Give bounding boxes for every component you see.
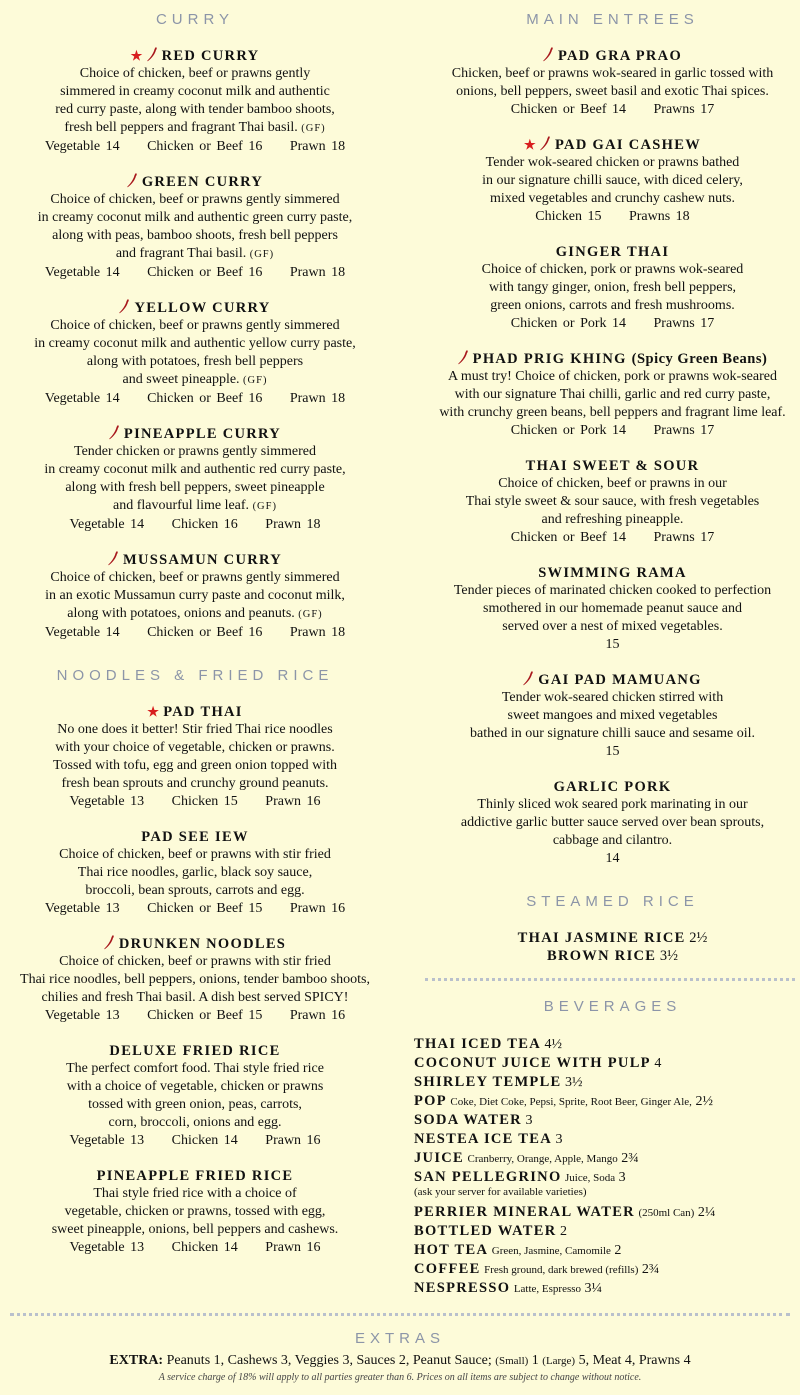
- beverage-note: Coke, Diet Coke, Pepsi, Sprite, Root Beer, Ginger Ale,: [450, 1096, 692, 1108]
- beverage-name: POP: [414, 1093, 447, 1109]
- item-description: [420, 261, 800, 315]
- item-description: [420, 475, 800, 529]
- beverages-list: [414, 1035, 794, 1298]
- menu-item: [0, 1167, 390, 1257]
- section-title-steamed-rice: STEAMED RICE: [526, 893, 699, 910]
- item-name-row: [420, 671, 800, 689]
- beverage-name: JUICE: [414, 1150, 465, 1166]
- item-name: PAD SEE IEW: [141, 829, 249, 845]
- item-prices: Vegetable 14 Chicken or Beef 16 Prawn 18: [44, 265, 346, 280]
- item-prices: Vegetable 14 Chicken or Beef 16 Prawn 18: [44, 139, 346, 154]
- beverage-note: Cranberry, Orange, Apple, Mango: [467, 1153, 618, 1165]
- entrees-list: [420, 47, 800, 868]
- item-prices: Vegetable 13 Chicken or Beef 15 Prawn 16: [44, 901, 346, 916]
- beverage-price: 2¼: [697, 1205, 716, 1220]
- item-name: PAD GRA PRAO: [557, 48, 683, 64]
- item-description: [0, 1060, 390, 1132]
- section-title-extras: EXTRAS: [354, 1330, 445, 1347]
- beverage-name: HOT TEA: [414, 1242, 489, 1258]
- section-title-entrees: MAIN ENTREES: [526, 11, 699, 28]
- item-name: PHAD PRIG KHING: [472, 351, 627, 367]
- item-description: [0, 953, 390, 1007]
- item-description-text: Choice of chicken, beef or prawns gently simmered in an exotic Mussamun curry paste and coconut milk, along with potatoes, onions and peanuts.: [45, 570, 345, 621]
- item-prices: Vegetable 14 Chicken 16 Prawn 18: [69, 517, 321, 532]
- item-description-text: The perfect comfort food. Thai style fried rice with a choice of vegetable, chicken or prawns tossed with green onion, peas, carrots, corn, broccoli, onions and egg.: [66, 1061, 324, 1130]
- item-prices: Chicken 15 Prawns 18: [535, 209, 690, 224]
- item-name: MUSSAMUN CURRY: [122, 552, 283, 568]
- chili-pepper-icon: [458, 350, 469, 365]
- item-prices: 14: [605, 851, 620, 866]
- beverage-item: [414, 1130, 794, 1149]
- item-description: [420, 689, 800, 743]
- beverage-price: 4½: [544, 1037, 563, 1052]
- item-description: [420, 65, 800, 101]
- right-column: [420, 0, 800, 965]
- item-description-text: Tender chicken or prawns gently simmered in creamy coconut milk and authentic red curry paste, along with fresh bell peppers, sweet pineapple and flavourful lime leaf.: [44, 444, 346, 513]
- item-prices: Vegetable 14 Chicken or Beef 16 Prawn 18: [44, 625, 346, 640]
- gluten-free-badge: (GF): [298, 609, 323, 620]
- curry-list: [0, 47, 390, 642]
- menu-item: [0, 551, 390, 642]
- item-description: [0, 317, 390, 390]
- item-prices: Chicken or Beef 14 Prawns 17: [510, 530, 715, 545]
- beverage-item: [414, 1203, 794, 1222]
- left-column: [0, 0, 390, 1274]
- item-description-text: Thai style fried rice with a choice of vegetable, chicken or prawns, tossed with egg, sweet pineapple, onions, bell peppers and cashews.: [51, 1186, 339, 1237]
- item-name: GARLIC PORK: [553, 779, 672, 795]
- extras-text-b: 1: [531, 1353, 539, 1368]
- rice-name: BROWN RICE: [546, 948, 657, 964]
- star-icon: ★: [147, 704, 161, 719]
- service-charge-footnote: A service charge of 18% will apply to all parties greater than 6. Prices on all items are subject to change without notice.: [158, 1372, 642, 1383]
- item-name: THAI SWEET & SOUR: [525, 458, 700, 474]
- item-prices: Vegetable 13 Chicken 14 Prawn 16: [69, 1240, 321, 1255]
- beverage-name: NESTEA ICE TEA: [414, 1131, 553, 1147]
- item-description-text: Choice of chicken, pork or prawns wok-seared with tangy ginger, onion, fresh bell peppers, green onions, carrots and fresh mushrooms.: [481, 262, 744, 313]
- chili-pepper-icon: [540, 136, 551, 151]
- item-name-row: [0, 1167, 390, 1185]
- extras-label: EXTRA:: [109, 1353, 164, 1368]
- star-icon: ★: [130, 48, 144, 63]
- beverage-subnote: (ask your server for available varieties): [414, 1186, 587, 1198]
- item-name-row: [420, 457, 800, 475]
- item-description: [420, 154, 800, 208]
- beverage-price: 2: [559, 1224, 567, 1239]
- menu-item: [420, 778, 800, 868]
- section-title-noodles: NOODLES & FRIED RICE: [56, 667, 334, 684]
- item-description-text: Tender pieces of marinated chicken cooked to perfection smothered in our homemade peanut sauce and served over a nest of mixed vegetables.: [453, 583, 772, 634]
- gluten-free-badge: (GF): [252, 501, 277, 512]
- item-name: GAI PAD MAMUANG: [538, 672, 702, 688]
- menu-item: [0, 173, 390, 282]
- item-name: DRUNKEN NOODLES: [118, 936, 287, 952]
- item-description-text: Thinly sliced wok seared pork marinating in our addictive garlic butter sauce served over bean sprouts, cabbage and cilantro.: [460, 797, 765, 848]
- item-name: DELUXE FRIED RICE: [109, 1043, 281, 1059]
- gluten-free-badge: (GF): [249, 249, 275, 260]
- beverage-price: 3: [525, 1113, 533, 1128]
- item-prices: Chicken or Pork 14 Prawns 17: [510, 423, 715, 438]
- item-name: PAD THAI: [163, 704, 243, 720]
- beverage-item: [414, 1035, 794, 1054]
- item-description: [0, 846, 390, 900]
- menu-item: [420, 47, 800, 119]
- section-title-beverages: BEVERAGES: [543, 998, 682, 1015]
- item-description-text: Choice of chicken, beef or prawns gently simmered in creamy coconut milk and authentic yellow curry paste, along with potatoes, fresh bell peppers and sweet pineapple.: [34, 318, 356, 387]
- item-description-text: No one does it better! Stir fried Thai rice noodles with your choice of vegetable, chicken or prawns. Tossed with tofu, egg and green onion topped with fresh bean sprouts and crunchy ground peanuts.: [52, 722, 338, 791]
- item-description-text: Choice of chicken, beef or prawns gently simmered in creamy coconut milk and authentic green curry paste, along with peas, bamboo shoots, fresh bell peppers and fragrant Thai basil.: [37, 192, 353, 261]
- item-prices: Vegetable 14 Chicken or Beef 16 Prawn 18: [44, 391, 346, 406]
- item-description: [0, 65, 390, 138]
- beverage-price: 3: [618, 1170, 626, 1185]
- item-name: SWIMMING RAMA: [538, 565, 687, 581]
- menu-item: [0, 828, 390, 918]
- rice-price: 3½: [659, 948, 679, 964]
- gluten-free-badge: (GF): [301, 123, 326, 134]
- rice-price: 2½: [689, 930, 708, 946]
- beverage-name: SAN PELLEGRINO: [414, 1169, 562, 1185]
- item-name-row: [0, 551, 390, 569]
- menu-item: [420, 564, 800, 654]
- beverage-price: 3½: [565, 1075, 583, 1090]
- rice-item: [420, 929, 800, 947]
- item-description-text: Tender wok-seared chicken or prawns bathed in our signature chilli sauce, with diced celery, mixed vegetables and crunchy cashew nuts.: [482, 155, 743, 206]
- item-description: [0, 569, 390, 624]
- menu-item: [0, 935, 390, 1025]
- item-name-row: [420, 243, 800, 261]
- chili-pepper-icon: [523, 671, 534, 686]
- item-name-row: [420, 136, 800, 154]
- chili-pepper-icon: [108, 551, 119, 566]
- extras-text-a: Peanuts 1, Cashews 3, Veggies 3, Sauces 2, Peanut Sauce;: [166, 1353, 492, 1368]
- beverage-name: COCONUT JUICE WITH PULP: [414, 1055, 651, 1071]
- item-description: [0, 191, 390, 264]
- section-title-curry: CURRY: [155, 11, 235, 28]
- item-name: PAD GAI CASHEW: [554, 137, 701, 153]
- beverage-name: THAI ICED TEA: [414, 1036, 542, 1052]
- item-name: YELLOW CURRY: [134, 300, 271, 316]
- beverage-price: 4: [654, 1056, 662, 1071]
- item-name-row: [0, 47, 390, 65]
- menu-item: [0, 1042, 390, 1150]
- steamed-rice-list: [420, 929, 800, 965]
- beverage-name: COFFEE: [414, 1261, 481, 1277]
- item-name-row: [420, 47, 800, 65]
- rice-name: THAI JASMINE RICE: [517, 930, 686, 946]
- item-name-row: [0, 1042, 390, 1060]
- item-description-text: Chicken, beef or prawns wok-seared in garlic tossed with onions, bell peppers, sweet basil and exotic Thai spices.: [451, 66, 774, 99]
- beverage-item: [414, 1111, 794, 1130]
- extras-text-c: 5, Meat 4, Prawns 4: [578, 1353, 691, 1368]
- beverage-item: [414, 1073, 794, 1092]
- beverage-name: BOTTLED WATER: [414, 1223, 557, 1239]
- item-name: PINEAPPLE CURRY: [123, 426, 282, 442]
- beverage-item: [414, 1241, 794, 1260]
- item-prices: 15: [605, 744, 620, 759]
- item-description: [0, 1185, 390, 1239]
- beverage-item: [414, 1149, 794, 1168]
- star-icon: ★: [524, 137, 537, 152]
- item-description: [420, 368, 800, 422]
- item-description: [0, 721, 390, 793]
- beverage-name: SHIRLEY TEMPLE: [414, 1074, 562, 1090]
- item-description-text: Choice of chicken, beef or prawns in our Thai style sweet & sour sauce, with fresh vegetables and refreshing pineapple.: [465, 476, 760, 527]
- menu-item: [0, 703, 390, 811]
- item-name: GREEN CURRY: [141, 174, 264, 190]
- item-name: RED CURRY: [161, 48, 260, 64]
- item-description: [420, 582, 800, 636]
- beverage-price: 3¼: [584, 1281, 603, 1296]
- item-name-row: [420, 564, 800, 582]
- item-name: PINEAPPLE FRIED RICE: [96, 1168, 294, 1184]
- beverage-item: [414, 1054, 794, 1073]
- divider-dots-rice: [425, 978, 795, 981]
- extras-line: [0, 1352, 800, 1370]
- beverage-note: Fresh ground, dark brewed (refills): [484, 1264, 639, 1276]
- beverage-price: 2¾: [621, 1151, 639, 1166]
- item-name-row: [0, 935, 390, 953]
- item-prices: Vegetable 13 Chicken 14 Prawn 16: [69, 1133, 321, 1148]
- rice-item: [420, 947, 800, 965]
- menu-item: [420, 671, 800, 761]
- beverage-price: 2¾: [641, 1262, 660, 1277]
- item-prices: Chicken or Pork 14 Prawns 17: [510, 316, 715, 331]
- item-prices: Vegetable 13 Chicken or Beef 15 Prawn 16: [44, 1008, 346, 1023]
- beverage-item: [414, 1260, 794, 1279]
- beverage-price: 3: [555, 1132, 563, 1147]
- chili-pepper-icon: [147, 47, 158, 62]
- item-name-row: [0, 425, 390, 443]
- item-description-text: A must try! Choice of chicken, pork or prawns wok-seared with our signature Thai chilli, garlic and red curry paste, with crunchy green beans, bell peppers and fragrant lime leaf.: [439, 369, 786, 420]
- item-prices: Vegetable 13 Chicken 15 Prawn 16: [69, 794, 321, 809]
- gluten-free-badge: (GF): [243, 375, 268, 386]
- beverage-note: Juice, Soda: [565, 1172, 616, 1184]
- item-description-text: Choice of chicken, beef or prawns gently simmered in creamy coconut milk and authentic red curry paste, along with tender bamboo shoots, fresh bell peppers and fragrant Thai basil.: [55, 66, 335, 135]
- chili-pepper-icon: [109, 425, 120, 440]
- beverage-note: Green, Jasmine, Camomile: [491, 1245, 611, 1257]
- item-prices: Chicken or Beef 14 Prawns 17: [510, 102, 715, 117]
- item-name-row: [420, 778, 800, 796]
- menu-item: [0, 47, 390, 156]
- item-description: [0, 443, 390, 516]
- menu-item: [420, 243, 800, 333]
- item-name-row: [0, 828, 390, 846]
- beverage-name: NESPRESSO: [414, 1280, 511, 1296]
- item-subtitle: (Spicy Green Beans): [631, 351, 768, 367]
- chili-pepper-icon: [127, 173, 138, 188]
- beverage-note: Latte, Espresso: [513, 1283, 582, 1295]
- menu-item: [0, 425, 390, 534]
- noodles-list: [0, 703, 390, 1257]
- beverage-name: PERRIER MINERAL WATER: [414, 1204, 635, 1220]
- item-description: [420, 796, 800, 850]
- extras-large-label: (Large): [542, 1355, 576, 1367]
- item-name-row: [0, 299, 390, 317]
- menu-item: [420, 136, 800, 226]
- item-description-text: Choice of chicken, beef or prawns with stir fried Thai rice noodles, garlic, black soy sauce, broccoli, bean sprouts, carrots and egg.: [59, 847, 331, 898]
- chili-pepper-icon: [543, 47, 554, 62]
- chili-pepper-icon: [104, 935, 115, 950]
- chili-pepper-icon: [119, 299, 130, 314]
- beverage-item: [414, 1092, 794, 1111]
- beverage-price: 2: [614, 1243, 622, 1258]
- beverage-item: [414, 1279, 794, 1298]
- beverage-note: (250ml Can): [638, 1207, 695, 1219]
- item-description-text: Tender wok-seared chicken stirred with sweet mangoes and mixed vegetables bathed in our signature chilli sauce and sesame oil.: [470, 690, 755, 741]
- divider-dots-extras: [10, 1313, 790, 1316]
- item-name: GINGER THAI: [555, 244, 670, 260]
- beverage-item: [414, 1222, 794, 1241]
- beverage-item: [414, 1168, 794, 1187]
- menu-item: [0, 299, 390, 408]
- item-name-row: [0, 173, 390, 191]
- item-name-row: [0, 703, 390, 721]
- extras-section: [0, 1330, 800, 1385]
- item-description-text: Choice of chicken, beef or prawns with stir fried Thai rice noodles, bell peppers, onions, tender bamboo shoots, chilies and fresh Thai basil. A dish best served SPICY!: [20, 954, 370, 1005]
- item-name-row: [420, 350, 800, 368]
- item-prices: 15: [605, 637, 620, 652]
- menu-item: [420, 457, 800, 547]
- extras-small-label: (Small): [495, 1355, 529, 1367]
- menu-item: [420, 350, 800, 440]
- beverage-name: SODA WATER: [414, 1112, 522, 1128]
- beverage-price: 2½: [695, 1094, 713, 1109]
